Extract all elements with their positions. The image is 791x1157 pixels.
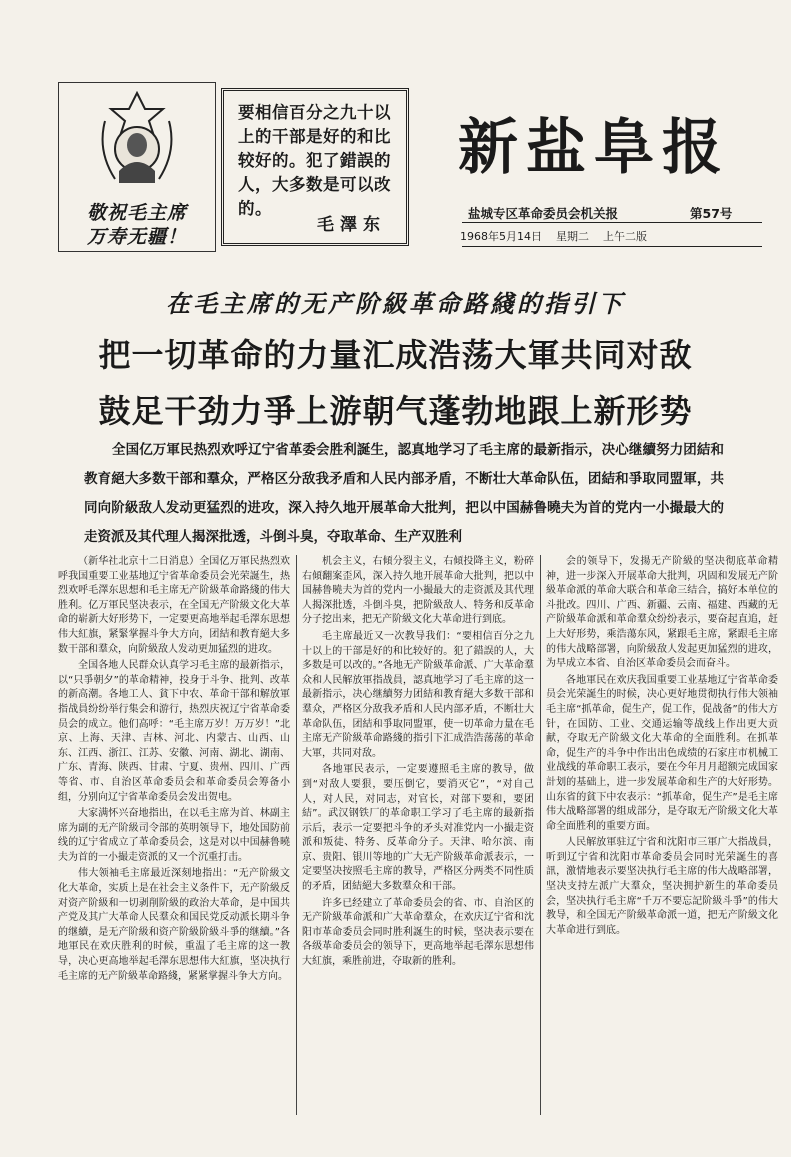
paragraph: 各地軍民表示，一定要遵照毛主席的教导，做到“对敌人要狠，要压倒它，要消灭它”，“对自己人，对人民，对同志，对官长，对部下要和，要团結”。武汉钢铁厂的革命职工学习了毛主席的最新指示后，表示一定要把斗争的矛头对准党内一小撮走资派和叛徒、特务、反革命分子。天津、哈尔滨、南京、贵阳、银川等地的广大无产阶級革命派表示，一定要坚决按照毛主席的教导，严格区分两类不同性质的矛盾，团結絕大多数羣众和干部。 — [302, 764, 534, 893]
quotation-box — [221, 88, 409, 246]
issue-date: 1968年5月14日 — [460, 230, 542, 243]
chairman-badge — [58, 82, 216, 252]
lead-paragraph: 全国亿万軍民热烈欢呼辽宁省革委会胜利誕生，認真地学习了毛主席的最新指示，决心继續努力团結和教育絕大多数干部和羣众，严格区分敌我矛盾和人民内部矛盾，不断壮大革命队伍，团結和爭取同盟軍，共同向阶級敌人发动更猛烈的进攻，深入持久地开展革命大批判，把以中国赫鲁曉夫为首的党内一小撮最大的走资派及其代理人揭深批透，斗倒斗臭，夺取革命、生产双胜利 — [84, 442, 724, 545]
paragraph: 会的领导下，发揚无产阶級的坚决彻底革命精神，进一步深入开展革命大批判，巩固和发展无产阶級革命派的革命大联合和革命三结合，搞好本单位的斗批改。四川、广西、新疆、云南、福建、西藏的无产阶級革命派和革命羣众纷纷表示，要奋起直追，赶上大好形势，乘浩蕩东风，紧跟毛主席，紧跟毛主席的伟大战略部署，向阶級敌人发起更加猛烈的进攻，为早成立本省、自治区革命委员会而奋斗。 — [546, 556, 778, 670]
issue-number: 第57号 — [690, 206, 733, 221]
kicker-headline: 在毛主席的无产阶級革命路綫的指引下 — [166, 289, 625, 318]
masthead-rule — [462, 222, 762, 223]
main-headline-line-1: 把一切革命的力量汇成浩荡大軍共同对敌 — [98, 336, 693, 374]
publisher-line: 盐城专区革命委员会机关报 — [468, 206, 619, 221]
issue-edition: 上午二版 — [603, 230, 647, 243]
main-headline-line-2: 鼓足干劲力爭上游朝气蓬勃地跟上新形势 — [98, 392, 693, 430]
masthead-rule — [462, 246, 762, 247]
column-divider — [296, 555, 297, 1115]
slogan-line-2: 万寿无疆！ — [86, 226, 187, 248]
issue-weekday: 星期二 — [556, 230, 589, 243]
quotation-text: 要相信百分之九十以上的干部是好的和比较好的。犯了錯誤的人，大多数是可以改的。 — [238, 103, 391, 218]
paragraph: 各地軍民在欢庆我国重要工业基地辽宁省革命委员会光荣誕生的时候，决心更好地贯彻执行伟大领袖毛主席“抓革命，促生产，促工作，促战备”的伟大方针，在国防、工业、交通运输等战线上作出更大贡献，夺取无产阶級文化大革命的全面胜利。在抓革命，促生产的斗争中作出出色成绩的石家庄市机械工业战线的革命职工表示，要在今年月月超额完成国家計划的基础上，进一步发展革命和生产的大好形势。山东省的貧下中农表示：“抓革命，促生产”是毛主席伟大战略部署的组成部分，是夺取无产阶級文化大革命全面胜利的重要方面。 — [546, 674, 778, 832]
chairman-portrait-icon — [95, 91, 179, 187]
paragraph: 毛主席最近又一次教导我们：“要相信百分之九十以上的干部是好的和比较好的。犯了錯誤的人，大多数是可以改的。”各地无产阶級革命派、广大革命羣众和人民解放軍指战員，認真地学习了毛主席的这一最新指示，决心继續努力团結和教育絕大多数干部和羣众，严格区分敌我矛盾和人民内部矛盾，不断壮大革命队伍，团結和爭取同盟軍，使一切革命力量在毛主席无产阶級革命路綫的指引下汇成浩浩荡荡的革命大軍，共同对敌。 — [302, 630, 534, 759]
quotation-author: 毛澤东 — [317, 215, 386, 235]
paragraph: 伟大领袖毛主席最近深刻地指出：“无产阶級文化大革命，实质上是在社会主义条件下，无产阶級反对资产阶級和一切剥削阶級的政治大革命，是中国共产党及其广大革命人民羣众和国民党反动派长期斗争的继續，是无产阶級和资产阶級阶級斗爭的继續。”各地軍民在欢庆胜利的时候，重温了毛主席的这一教导，决心更高地举起毛澤东思想伟大紅旗，坚决执行毛主席的无产阶級革命路綫，紧紧掌握斗争大方向。 — [58, 868, 290, 982]
column-divider — [540, 555, 541, 1115]
article-body — [58, 555, 778, 1115]
paragraph: 机会主义，右傾分裂主义，右傾投降主义，粉碎右傾翻案歪风，深入持久地开展革命大批判，把以中国赫鲁曉夫为首的党内一小撮最大的走资派及其代理人揭深批透，斗倒斗臭，把阶級敌人、特务和反革命分子挖出来，把无产阶級文化大革命进行到底。 — [302, 556, 534, 626]
article-column-1 — [58, 555, 290, 1115]
paragraph: （新华社北京十二日消息）全国亿万軍民热烈欢呼我国重要工业基地辽宁省革命委员会光荣誕生，热烈欢呼毛澤东思想和毛主席无产阶級革命路綫的伟大胜利。亿万軍民坚决表示，在全国无产阶級文化大革命的崭新大好形势下，一定要更高地举起毛澤东思想伟大紅旗，紧緊掌握斗争大方向，团結和教育絕大多数干部和羣众，向阶級敌人发动更加猛烈的进攻。 — [58, 556, 290, 655]
slogan-line-1: 敬祝毛主席 — [86, 202, 187, 224]
date-line — [460, 228, 760, 244]
paragraph: 全国各地人民群众认真学习毛主席的最新指示，以“只爭朝夕”的革命精神，投身于斗争、批判、改革的新高潮。各地工人、貧下中农、革命干部和解放軍指战員纷纷举行集会和游行，热烈庆祝辽宁省革命委员会的成立。他们高呼：“毛主席万岁！万万岁！”北京、上海、天津、吉林、河北、内蒙古、山西、山东、江西、浙江、江苏、安徽、河南、湖北、湖南、广东、青海、陕西、甘肃、宁夏、贵州、四川、广西等省、市、自治区革命委员会和革命委员会筹备小组，分别向辽宁省革命委员会发出贺电。 — [58, 660, 290, 803]
paragraph: 许多已经建立了革命委员会的省、市、自治区的无产阶級革命派和广大革命羣众，在欢庆辽宁省和沈阳市革命委员会同时胜利誕生的时候，坚决表示要在各级革命委员会的领导下，更高地举起毛澤东思想伟大紅旗，乘胜前进，夺取新的胜利。 — [302, 897, 534, 968]
paragraph: 人民解放軍驻辽宁省和沈阳市三軍广大指战員，听到辽宁省和沈阳市革命委员会同时光荣誕生的喜訊，激情地表示要坚决执行毛主席的伟大战略部署，坚决支持左派广大羣众，坚决拥护新生的革命委员会，坚决执行毛主席“千万不要忘記阶級斗爭”的伟大教导，和全国无产阶級革命派一道，把无产阶級文化大革命进行到底。 — [546, 837, 778, 936]
newspaper-nameplate: 新盐阜报 — [458, 113, 730, 183]
article-column-2 — [302, 555, 534, 1115]
long-live-slogan — [59, 201, 215, 249]
article-column-3 — [546, 555, 778, 1115]
paragraph: 大家满怀兴奋地指出，在以毛主席为首、林副主席为副的无产阶級司令部的英明领导下，地处国防前线的辽宁省成立了革命委员会，这是对以中国赫鲁曉夫为首的一小撮走资派的又一个沉重打击。 — [58, 808, 290, 863]
